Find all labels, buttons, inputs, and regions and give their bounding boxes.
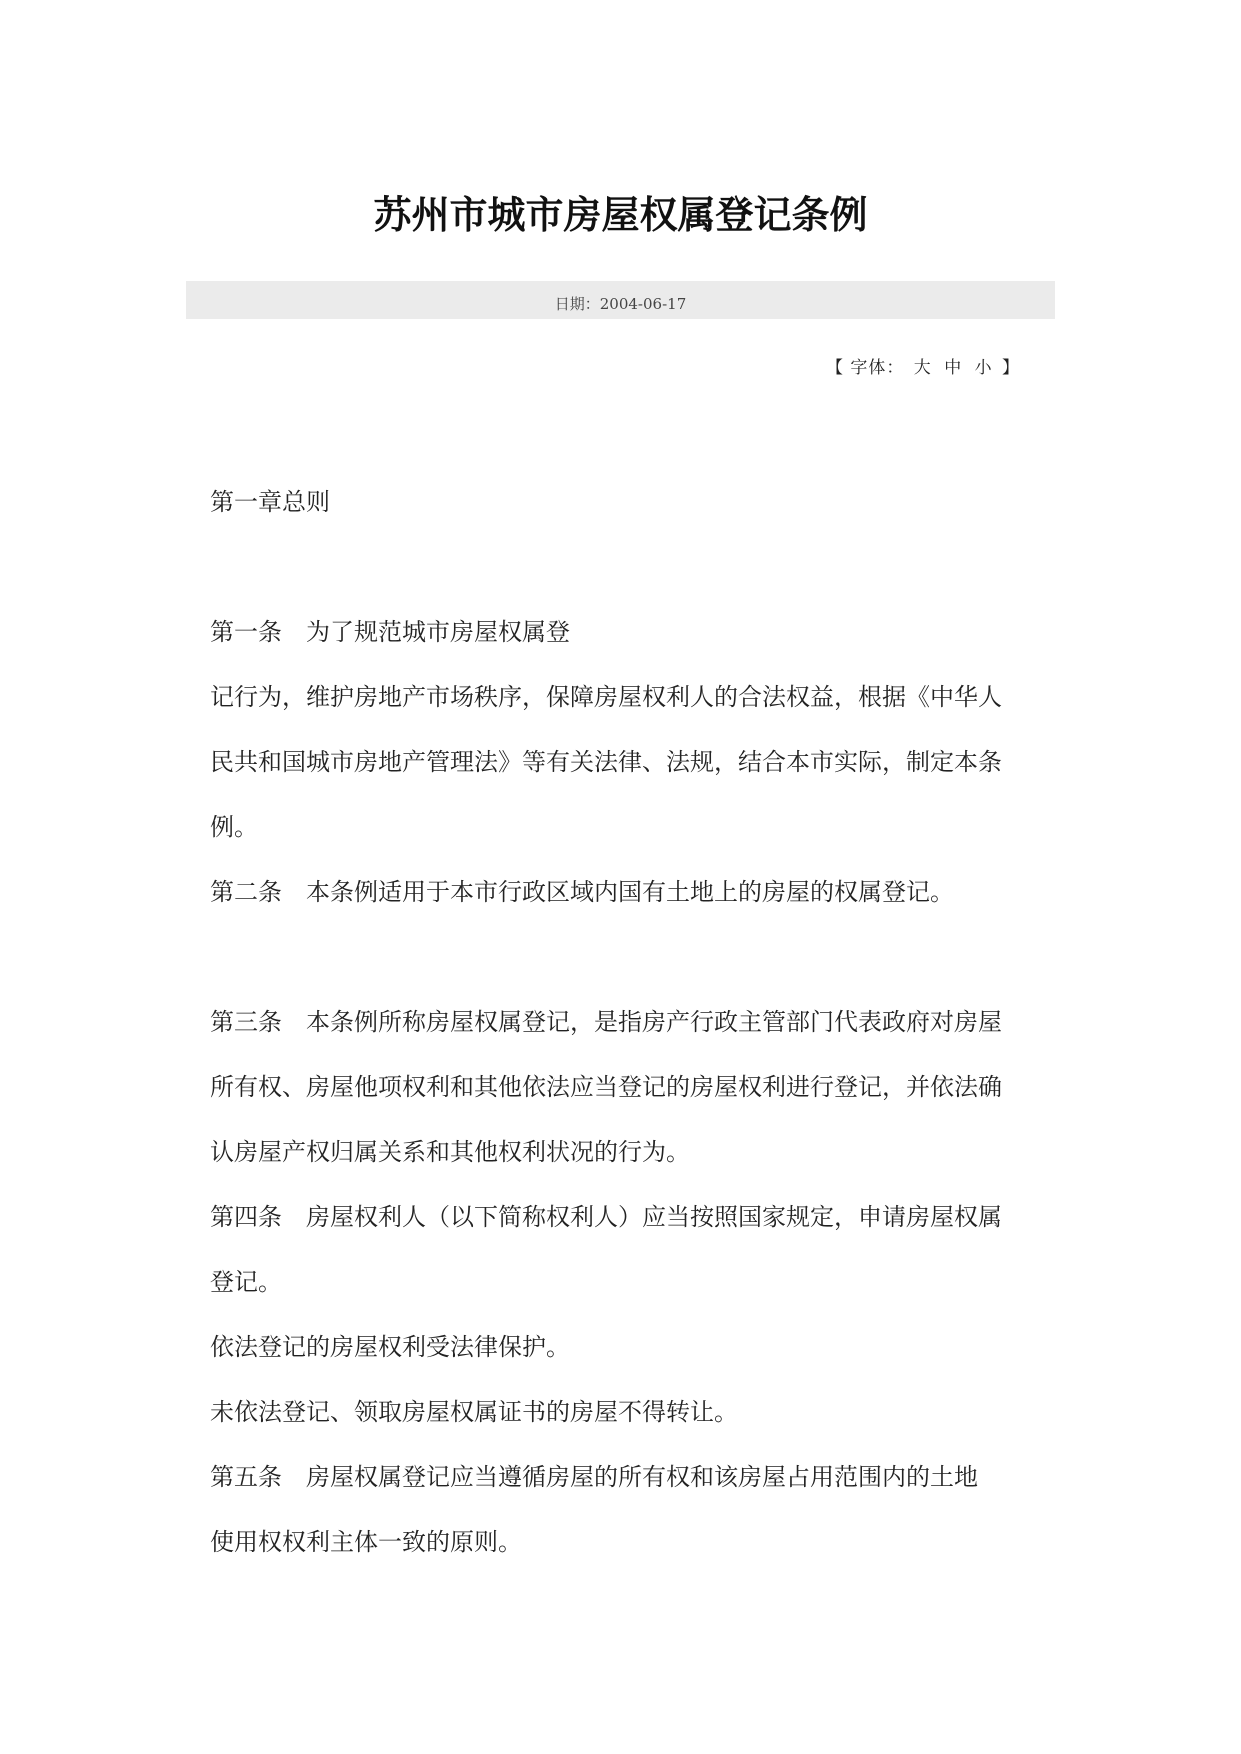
- font-control-open-bracket: 【: [825, 358, 844, 378]
- article-line: 使用权权利主体一致的原则。: [210, 1528, 522, 1556]
- publish-date: 日期：2004-06-17: [554, 295, 687, 313]
- article-line: 认房屋产权归属关系和其他权利状况的行为。: [210, 1138, 690, 1166]
- article-line: 第四条 房屋权利人（以下简称权利人）应当按照国家规定，申请房屋权属: [210, 1203, 1002, 1231]
- article-line: 所有权、房屋他项权利和其他依法应当登记的房屋权利进行登记，并依法确: [210, 1073, 1002, 1101]
- article-line: 第二条 本条例适用于本市行政区域内国有土地上的房屋的权属登记。: [210, 878, 954, 906]
- article-line: 民共和国城市房地产管理法》等有关法律、法规，结合本市实际，制定本条: [210, 748, 1002, 776]
- chapter-heading: 第一章总则: [210, 488, 330, 516]
- article-line: 第三条 本条例所称房屋权属登记，是指房产行政主管部门代表政府对房屋: [210, 1008, 1002, 1036]
- date-bar: [186, 281, 1055, 319]
- article-line: 第五条 房屋权属登记应当遵循房屋的所有权和该房屋占用范围内的土地: [210, 1463, 978, 1491]
- font-size-small-link[interactable]: 小: [974, 358, 993, 378]
- article-line: 记行为，维护房地产市场秩序，保障房屋权利人的合法权益，根据《中华人: [210, 683, 1002, 711]
- font-control-label: 字体：: [850, 358, 905, 378]
- font-size-control: [826, 355, 1020, 381]
- article-line: 第一条 为了规范城市房屋权属登: [210, 618, 570, 646]
- article-line: 未依法登记、领取房屋权属证书的房屋不得转让。: [210, 1398, 738, 1426]
- article-line: 登记。: [210, 1268, 282, 1296]
- font-size-medium-link[interactable]: 中: [944, 358, 963, 378]
- article-line: 例。: [210, 813, 258, 841]
- page-title: 苏州市城市房屋权属登记条例: [373, 192, 868, 237]
- font-control-close-bracket: 】: [1002, 358, 1020, 378]
- font-size-large-link[interactable]: 大: [913, 358, 932, 378]
- article-line: 依法登记的房屋权利受法律保护。: [210, 1333, 570, 1361]
